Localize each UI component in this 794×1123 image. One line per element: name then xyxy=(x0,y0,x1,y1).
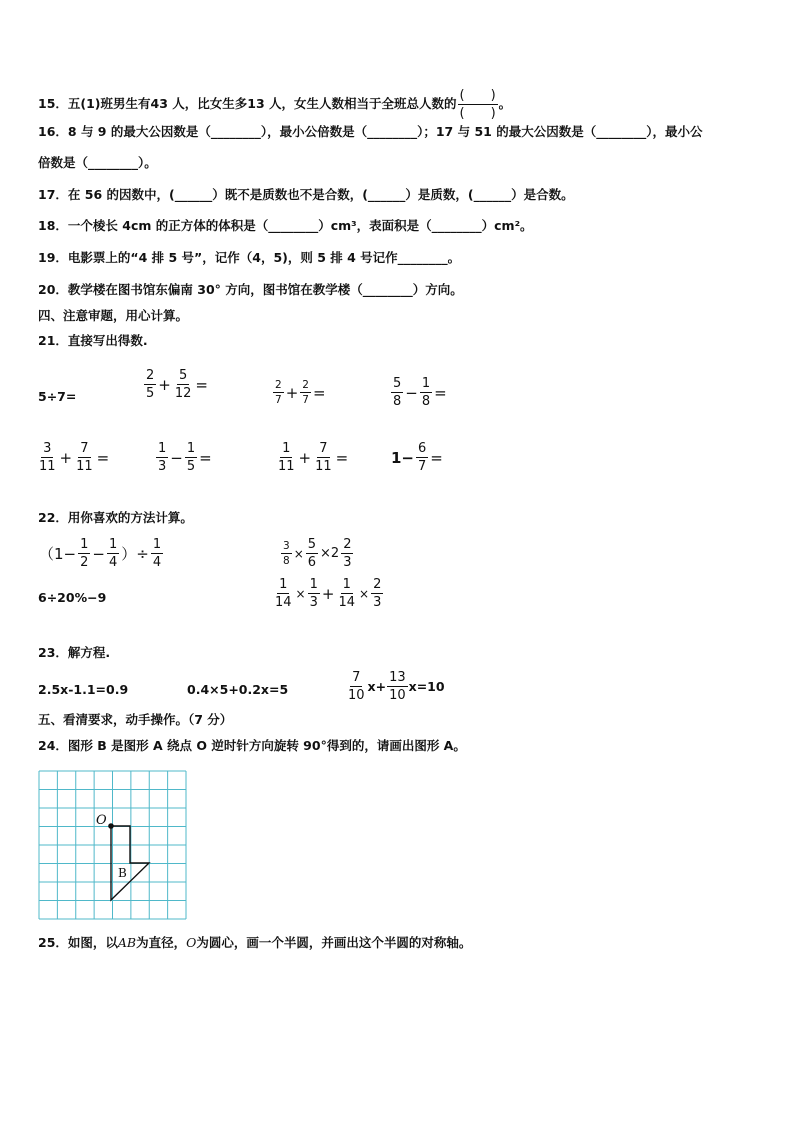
question-24: 24．图形 B 是图形 A 绕点 O 逆时针方向旋转 90°得到的，请画出图形 A。 xyxy=(38,738,466,753)
label-b: B xyxy=(118,866,127,880)
segment-ab: AB xyxy=(117,935,137,950)
calc-1-3-minus-1-5: $\frac{1}{3}$ − $\frac{1}{5}$ = xyxy=(158,441,212,474)
equation-3: $\frac{7}{10}$ x+ $\frac{13}{10}$ x=10 xyxy=(348,670,445,703)
question-23: 23．解方程. xyxy=(38,645,111,660)
section-4-heading: 四、注意审题，用心计算。 xyxy=(38,308,189,323)
question-16-line1: 16．8 与 9 的最大公因数是（________），最小公倍数是（________）；17 与 51 的最大公因数是（________），最小公 xyxy=(38,124,703,139)
equation-1: 2.5x-1.1=0.9 xyxy=(38,682,129,697)
question-15: 15．五(1)班男生有43 人，比女生多13 人，女生人数相当于全班总人数的 $\frac{( )}{( )}$ 。 xyxy=(38,88,512,121)
calc-5-div-7: 5÷7= xyxy=(38,389,77,404)
question-20: 20．教学楼在图书馆东偏南 30° 方向，图书馆在教学楼（________）方向。 xyxy=(38,282,463,297)
question-22: 22．用你喜欢的方法计算。 xyxy=(38,510,193,525)
calc-expression-4: $\frac{1}{14}$ × $\frac{1}{3}$ + $\frac{1}{14}$ × $\frac{2}{3}$ xyxy=(275,577,382,610)
question-15-text: 15．五(1)班男生有43 人，比女生多13 人，女生人数相当于全班总人数的 xyxy=(38,96,457,111)
equation-2: 0.4×5+0.2x=5 xyxy=(187,682,289,697)
calc-expression-2: $\frac{3}{8}$ × $\frac{5}{6}$ ×2 $\frac{2}{3}$ xyxy=(283,537,352,570)
label-o: O xyxy=(96,813,107,828)
question-16-line2: 倍数是（________）。 xyxy=(38,155,157,170)
grid-svg xyxy=(38,770,188,922)
question-21: 21．直接写出得数. xyxy=(38,333,148,348)
rotation-grid-figure[interactable] xyxy=(38,770,188,926)
answer-blank-fraction[interactable]: $\frac{( )}{( )}$ xyxy=(459,88,496,121)
calc-expression-1: （1− $\frac{1}{2}$ − $\frac{1}{4}$ ）÷ $\frac{1}{4}$ xyxy=(39,537,162,570)
calc-expression-3: 6÷20%−9 xyxy=(38,590,107,605)
question-25: 25．如图，以AB为直径，O为圆心，画一个半圆，并画出这个半圆的对称轴。 xyxy=(38,935,472,950)
question-17: 17．在 56 的因数中，(______）既不是质数也不是合数，(______）是质数，(______）是合数。 xyxy=(38,187,574,202)
calc-1-minus-6-7: 1− $\frac{6}{7}$ = xyxy=(391,441,443,474)
calc-1-11-plus-7-11: $\frac{1}{11}$ + $\frac{7}{11}$ = xyxy=(278,441,349,474)
center-o: O xyxy=(186,935,197,950)
calc-5-8-minus-1-8: $\frac{5}{8}$ − $\frac{1}{8}$ = xyxy=(393,376,447,409)
calc-3-11-plus-7-11: $\frac{3}{11}$ + $\frac{7}{11}$ = xyxy=(39,441,110,474)
point-o xyxy=(108,823,114,829)
question-19: 19．电影票上的“4 排 5 号”，记作（4，5)，则 5 排 4 号记作________。 xyxy=(38,250,461,265)
calc-2-7-plus-2-7: $\frac{2}{7}$ + $\frac{2}{7}$ = xyxy=(275,379,326,406)
calc-2-5-plus-5-12: $\frac{2}{5}$ + $\frac{5}{12}$ = xyxy=(146,368,208,401)
section-5-heading: 五、看清要求，动手操作。（7 分） xyxy=(38,712,233,727)
question-18: 18．一个棱长 4cm 的正方体的体积是（________）cm³，表面积是（________）cm²。 xyxy=(38,218,533,233)
